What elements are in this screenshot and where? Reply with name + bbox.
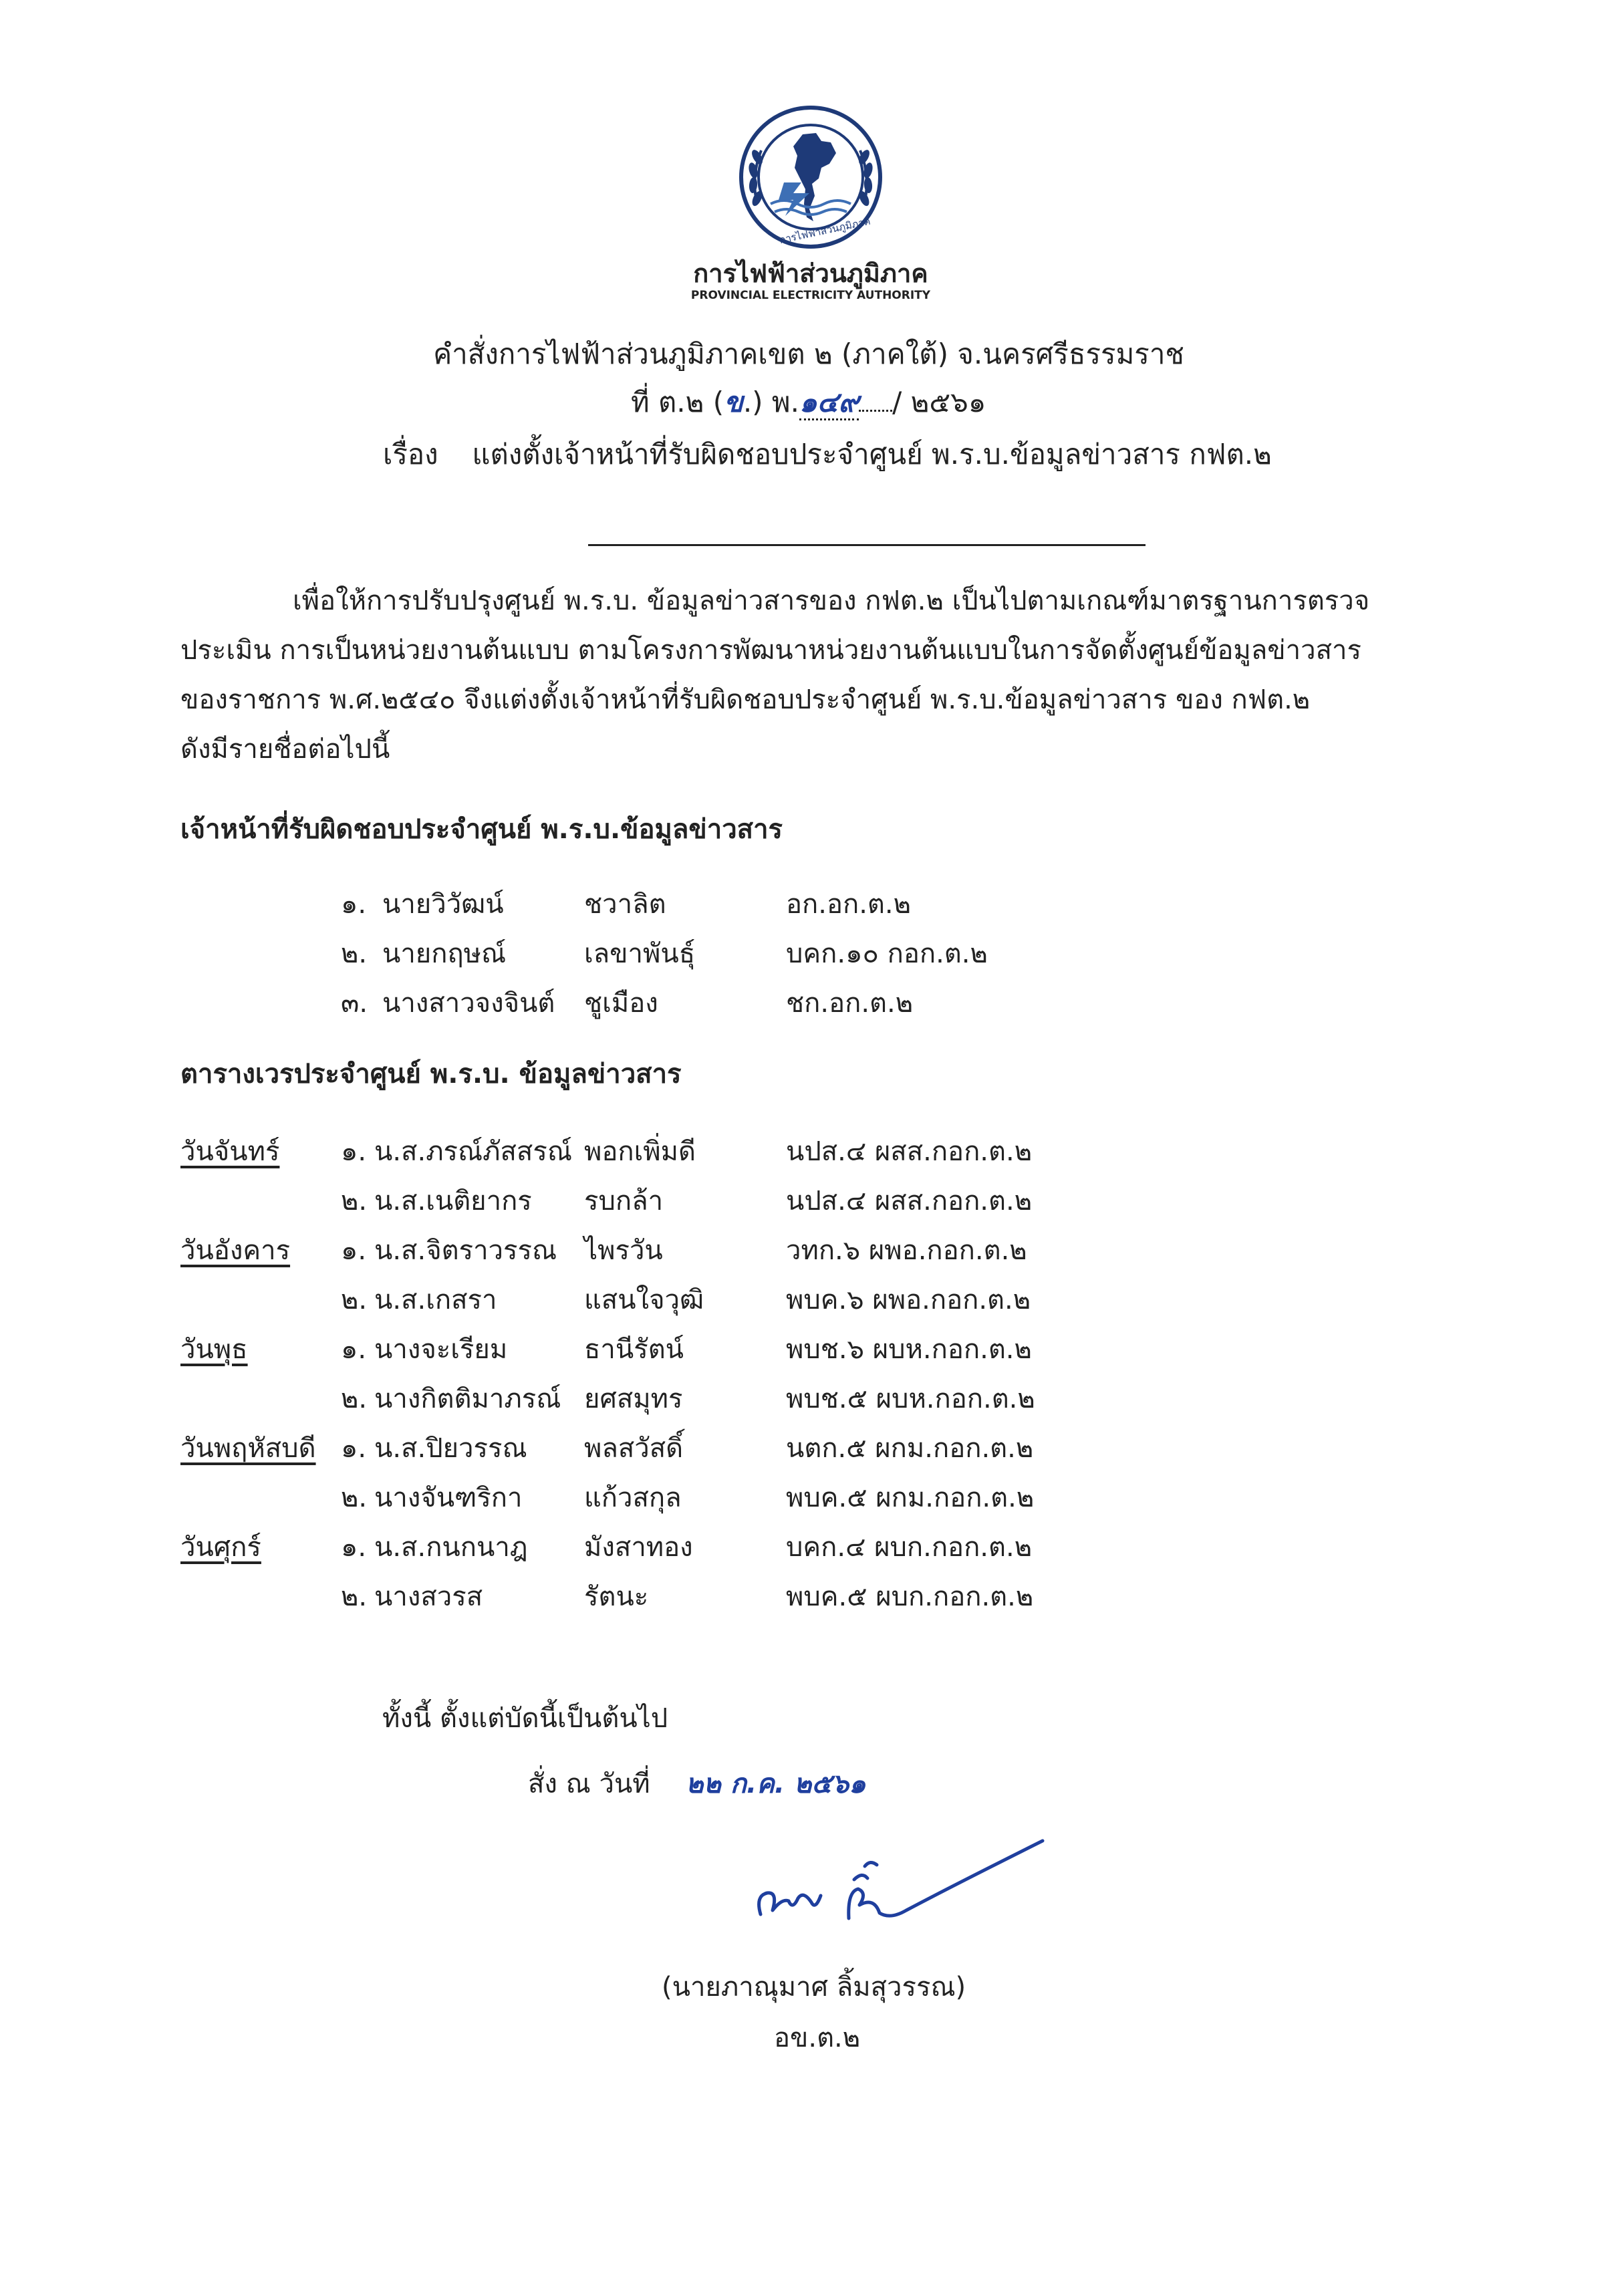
item-first-name: น.ส.ปิยวรรณ	[374, 1433, 527, 1464]
item-first-name: นางกิตติมาภรณ์	[374, 1384, 561, 1414]
item-number: ๑.	[341, 1136, 367, 1167]
item-number: ๒.	[341, 938, 368, 969]
logo-ring-text: การไฟฟ้าส่วนภูมิภาค	[778, 215, 872, 247]
item-position: บคก.๔ ผบก.กอก.ต.๒	[786, 1532, 1033, 1563]
duty-day: วันอังคาร	[180, 1235, 291, 1266]
item-first-name: นางสวรส	[374, 1581, 483, 1612]
item-first-name: นายวิวัฒน์	[382, 889, 504, 920]
subject-label: เรื่อง	[383, 438, 438, 471]
item-last-name: แสนใจวุฒิ	[584, 1285, 704, 1315]
item-last-name: ชูเมือง	[584, 988, 658, 1019]
duty-row	[0, 1483, 1610, 1516]
duty-day: วันศุกร์	[180, 1532, 261, 1563]
item-first-name: นายกฤษณ์	[382, 938, 507, 969]
item-last-name: เลขาพันธุ์	[584, 938, 696, 969]
org-name-th: การไฟฟ้าส่วนภูมิภาค	[693, 259, 928, 288]
ordered-label: สั่ง ณ วันที่	[528, 1769, 650, 1799]
item-first-name: น.ส.ภรณ์ภัสสรณ์	[374, 1136, 572, 1167]
item-last-name: รัตนะ	[584, 1581, 649, 1612]
duty-row	[0, 1532, 1610, 1565]
item-number: ๒.	[341, 1384, 368, 1414]
item-last-name: ไพรวัน	[584, 1235, 663, 1266]
body-line-3: ของราชการ พ.ศ.๒๕๔๐ จึงแต่งตั้งเจ้าหน้าที่รับผิดชอบประจำศูนย์ พ.ร.บ.ข้อมูลข่าวสาร ของ กฟต.๒	[180, 684, 1311, 715]
duty-row	[0, 1285, 1610, 1318]
ordered-date-handwritten: ๒๒ ก.ค. ๒๕๖๑	[686, 1769, 866, 1799]
ordered-date	[528, 1769, 865, 1799]
section2-heading: ตารางเวรประจำศูนย์ พ.ร.บ. ข้อมูลข่าวสาร	[180, 1059, 682, 1090]
order-number-handwritten-1: ข	[724, 386, 743, 418]
item-number: ๑.	[341, 1532, 367, 1563]
pea-logo	[737, 104, 884, 256]
duty-row	[0, 1433, 1610, 1466]
duty-day: วันพุธ	[180, 1334, 248, 1365]
list-item	[0, 988, 1610, 1021]
list-item	[0, 889, 1610, 922]
item-position: อก.อก.ต.๒	[786, 889, 911, 920]
order-number-prefix: ที่ ต.๒ (	[631, 386, 724, 418]
item-number: ๑.	[341, 889, 367, 920]
item-first-name: นางสาวจงจินต์	[382, 988, 555, 1019]
duty-row	[0, 1384, 1610, 1417]
signature-scribble	[749, 1831, 1056, 1952]
item-position: นตก.๕ ผกม.กอก.ต.๒	[786, 1433, 1034, 1464]
section1-heading: เจ้าหน้าที่รับผิดชอบประจำศูนย์ พ.ร.บ.ข้อมูลข่าวสาร	[180, 814, 783, 845]
item-first-name: น.ส.จิตราวรรณ	[374, 1235, 557, 1266]
duty-day: วันพฤหัสบดี	[180, 1433, 316, 1464]
item-position: นปส.๔ ผสส.กอก.ต.๒	[786, 1136, 1033, 1167]
item-position: ชก.อก.ต.๒	[786, 988, 914, 1019]
item-last-name: มังสาทอง	[584, 1532, 693, 1563]
item-first-name: นางจะเรียม	[374, 1334, 508, 1365]
duty-row	[0, 1581, 1610, 1615]
item-number: ๑.	[341, 1334, 367, 1365]
signature	[749, 1831, 1056, 1952]
item-first-name: น.ส.เนติยากร	[374, 1186, 532, 1217]
item-last-name: พอกเพิ่มดี	[584, 1136, 696, 1167]
item-position: นปส.๔ ผสส.กอก.ต.๒	[786, 1186, 1033, 1217]
effective-text: ทั้งนี้ ตั้งแต่บัดนี้เป็นต้นไป	[382, 1703, 668, 1734]
order-number-suffix: / ๒๕๖๑	[892, 386, 986, 418]
list-item	[0, 938, 1610, 972]
item-number: ๒.	[341, 1285, 368, 1315]
item-number: ๑.	[341, 1433, 367, 1464]
item-last-name: รบกล้า	[584, 1186, 664, 1217]
org-name-en: PROVINCIAL ELECTRICITY AUTHORITY	[690, 289, 931, 302]
item-first-name: น.ส.กนกนาฎ	[374, 1532, 528, 1563]
order-title: คำสั่งการไฟฟ้าส่วนภูมิภาคเขต ๒ (ภาคใต้) จ.นครศรีธรรมราช	[433, 338, 1184, 370]
item-position: บคก.๑๐ กอก.ต.๒	[786, 938, 988, 969]
header-divider	[588, 544, 1146, 546]
item-number: ๑.	[341, 1235, 367, 1266]
duty-day: วันจันทร์	[180, 1136, 280, 1167]
item-position: พบช.๕ ผบห.กอก.ต.๒	[786, 1384, 1035, 1414]
duty-row	[0, 1186, 1610, 1219]
duty-row	[0, 1334, 1610, 1368]
item-last-name: ธานีรัตน์	[584, 1334, 684, 1365]
item-position: วทก.๖ ผพอ.กอก.ต.๒	[786, 1235, 1027, 1266]
item-first-name: นางจันฑริกา	[374, 1483, 523, 1513]
item-position: พบค.๕ ผบก.กอก.ต.๒	[786, 1581, 1034, 1612]
item-number: ๒.	[341, 1483, 368, 1513]
duty-row	[0, 1136, 1610, 1170]
body-line-4: ดังมีรายชื่อต่อไปนี้	[180, 734, 390, 765]
item-position: พบค.๖ ผพอ.กอก.ต.๒	[786, 1285, 1031, 1315]
order-number	[631, 386, 986, 418]
item-position: พบค.๕ ผกม.กอก.ต.๒	[786, 1483, 1035, 1513]
order-number-mid: .) พ.	[743, 386, 799, 418]
order-subject	[383, 438, 1272, 471]
item-number: ๒.	[341, 1581, 368, 1612]
order-number-handwritten-2: ๑๔๙	[799, 386, 859, 420]
duty-row	[0, 1235, 1610, 1269]
item-last-name: ยศสมุทร	[584, 1384, 683, 1414]
item-number: ๓.	[341, 988, 368, 1019]
item-last-name: พลสวัสดิ์	[584, 1433, 684, 1464]
item-first-name: น.ส.เกสรา	[374, 1285, 497, 1315]
item-last-name: ชวาลิต	[584, 889, 666, 920]
body-line-1: เพื่อให้การปรับปรุงศูนย์ พ.ร.บ. ข้อมูลข่าวสารของ กฟต.๒ เป็นไปตามเกณฑ์มาตรฐานการตรวจ	[293, 586, 1370, 616]
item-last-name: แก้วสกุล	[584, 1483, 682, 1513]
body-line-2: ประเมิน การเป็นหน่วยงานต้นแบบ ตามโครงการพัฒนาหน่วยงานต้นแบบในการจัดตั้งศูนย์ข้อมูลข่าวสาร	[180, 635, 1361, 666]
item-position: พบช.๖ ผบห.กอก.ต.๒	[786, 1334, 1032, 1365]
signer-position: อข.ต.๒	[774, 2023, 861, 2053]
item-number: ๒.	[341, 1186, 368, 1217]
signer-name: (นายภาณุมาศ ลิ้มสุวรรณ)	[662, 1972, 966, 2003]
subject-text: แต่งตั้งเจ้าหน้าที่รับผิดชอบประจำศูนย์ พ.ร.บ.ข้อมูลข่าวสาร กฟต.๒	[472, 438, 1272, 471]
